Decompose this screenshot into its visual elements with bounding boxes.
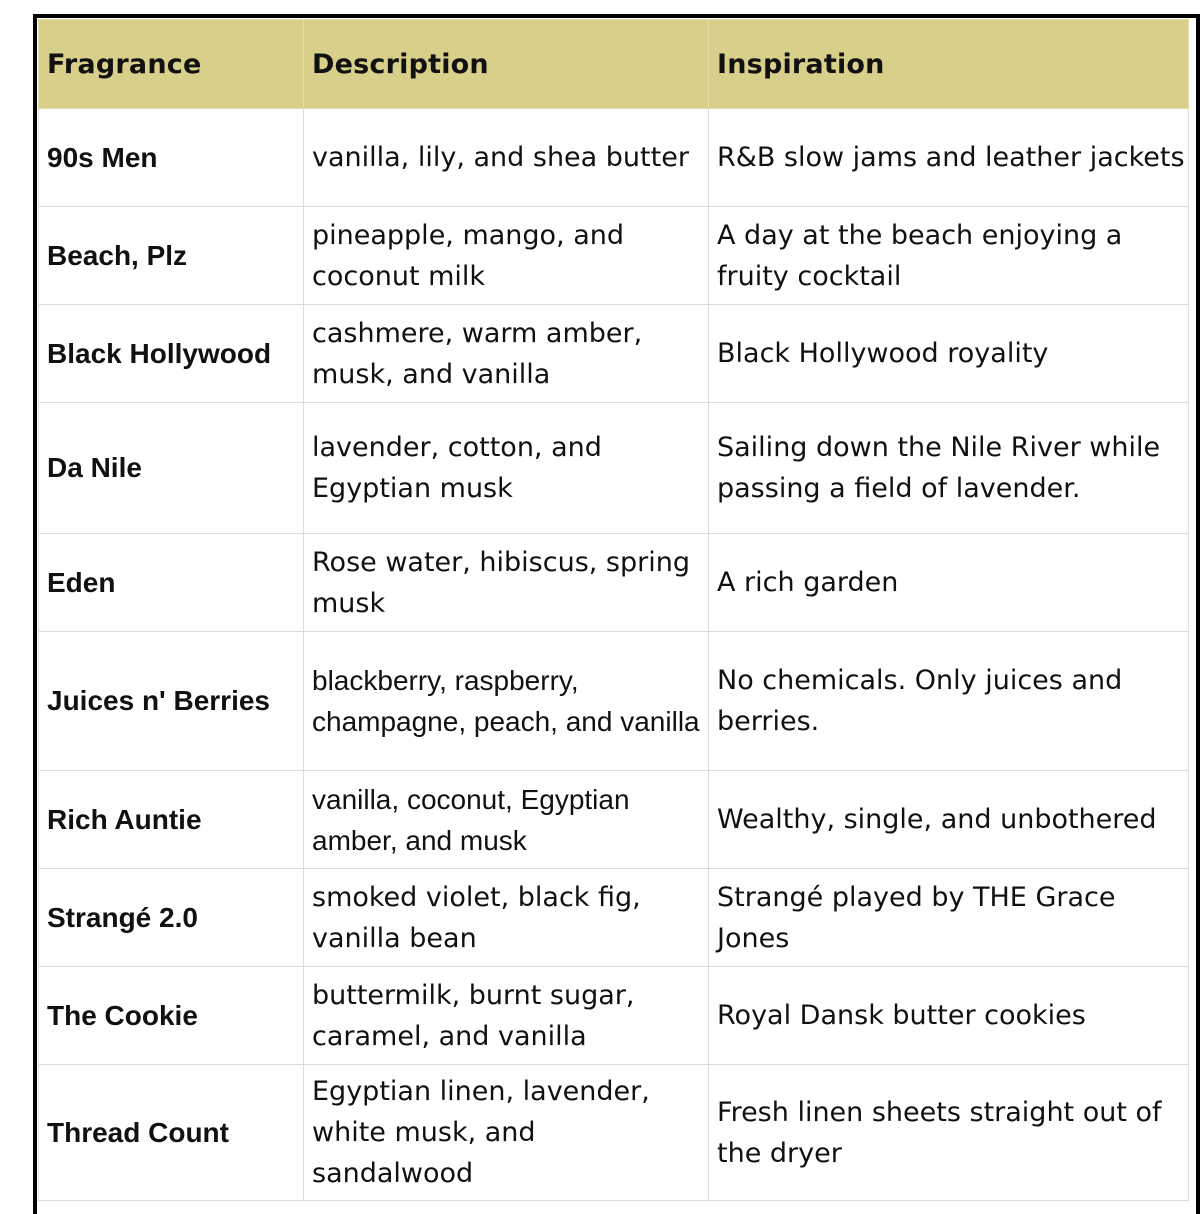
fragrance-description: pineapple, mango, and coconut milk (304, 207, 709, 305)
fragrance-name: Rich Auntie (39, 771, 304, 869)
fragrance-description: buttermilk, burnt sugar, caramel, and vanilla (304, 967, 709, 1065)
table-row (39, 632, 1189, 771)
fragrance-name: Beach, Plz (39, 207, 304, 305)
fragrance-description: smoked violet, black fig, vanilla bean (304, 869, 709, 967)
table-row (39, 305, 1189, 403)
fragrance-description: Egyptian linen, lavender, white musk, and sandalwood (304, 1065, 709, 1201)
fragrance-inspiration: A day at the beach enjoying a fruity cocktail (709, 207, 1189, 305)
fragrance-inspiration: R&B slow jams and leather jackets (709, 109, 1189, 207)
fragrance-description: vanilla, lily, and shea butter (304, 109, 709, 207)
header-inspiration: Inspiration (709, 20, 1189, 109)
header-fragrance: Fragrance (39, 20, 304, 109)
fragrance-name: Strangé 2.0 (39, 869, 304, 967)
fragrance-description: lavender, cotton, and Egyptian musk (304, 403, 709, 534)
table-frame (33, 14, 1200, 1214)
fragrance-description: blackberry, raspberry, champagne, peach, and vanilla (304, 632, 709, 771)
fragrance-inspiration: Strangé played by THE Grace Jones (709, 869, 1189, 967)
fragrance-description: vanilla, coconut, Egyptian amber, and musk (304, 771, 709, 869)
fragrance-description: Rose water, hibiscus, spring musk (304, 534, 709, 632)
fragrance-inspiration: Wealthy, single, and unbothered (709, 771, 1189, 869)
table-row (39, 1065, 1189, 1201)
table-row (39, 207, 1189, 305)
fragrance-name: Black Hollywood (39, 305, 304, 403)
fragrance-name: Da Nile (39, 403, 304, 534)
fragrance-inspiration: Black Hollywood royality (709, 305, 1189, 403)
fragrance-inspiration: Sailing down the Nile River while passing a field of lavender. (709, 403, 1189, 534)
header-description: Description (304, 20, 709, 109)
fragrance-inspiration: A rich garden (709, 534, 1189, 632)
fragrance-inspiration: Fresh linen sheets straight out of the dryer (709, 1065, 1189, 1201)
fragrance-name: 90s Men (39, 109, 304, 207)
table-header-row (39, 20, 1189, 109)
fragrance-name: The Cookie (39, 967, 304, 1065)
table-row (39, 771, 1189, 869)
fragrance-description: cashmere, warm amber, musk, and vanilla (304, 305, 709, 403)
fragrance-name: Thread Count (39, 1065, 304, 1201)
fragrance-name: Juices n' Berries (39, 632, 304, 771)
fragrance-inspiration: Royal Dansk butter cookies (709, 967, 1189, 1065)
table-row (39, 869, 1189, 967)
table-row (39, 109, 1189, 207)
fragrance-table (38, 19, 1189, 1201)
table-row (39, 403, 1189, 534)
table-row (39, 534, 1189, 632)
fragrance-name: Eden (39, 534, 304, 632)
table-row (39, 967, 1189, 1065)
fragrance-inspiration: No chemicals. Only juices and berries. (709, 632, 1189, 771)
